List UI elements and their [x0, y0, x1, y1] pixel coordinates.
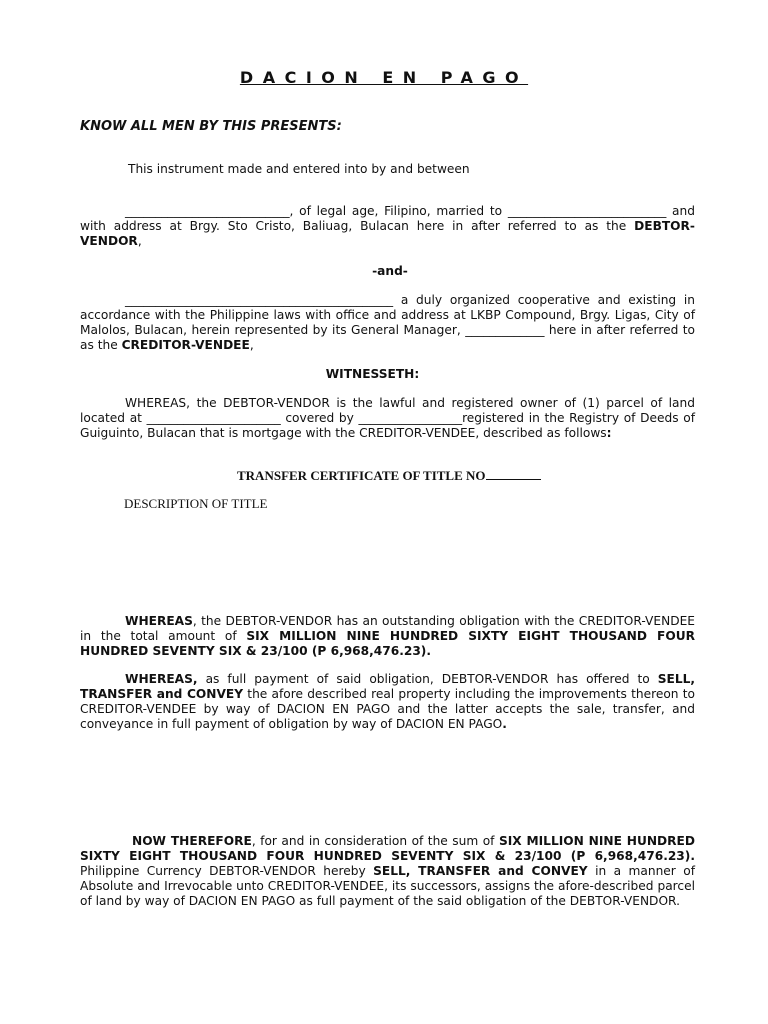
whereas2-amount: SIX MILLION NINE HUNDRED SIXTY EIGHT THOUSAND FOUR HUNDRED SEVENTY SIX & 23/100 (P 6,968,476.23).	[80, 629, 696, 658]
creditor-text-2: here in after referred to as the	[80, 323, 695, 352]
whereas-payment-paragraph	[80, 672, 695, 732]
debtor-role: DEBTOR-VENDOR	[80, 219, 695, 248]
now-therefore-amount: SIX MILLION NINE HUNDRED SIXTY EIGHT THOUSAND FOUR HUNDRED SEVENTY SIX & 23/100 (P 6,968,476.23).	[80, 834, 696, 863]
whereas3-text-1: as full payment of said obligation, DEBTOR-VENDOR has offered to	[197, 672, 658, 686]
description-of-title-label: DESCRIPTION OF TITLE	[124, 496, 268, 511]
tct-number-blank	[486, 468, 541, 480]
document-title: DACION EN PAGO	[239, 68, 529, 87]
location-blank: ______________________	[146, 411, 281, 425]
creditor-role: CREDITOR-VENDEE	[121, 338, 250, 352]
now-therefore-text-1: , for and in consideration of the sum of	[251, 834, 499, 848]
whereas3-end: .	[502, 717, 507, 731]
whereas2-text: , the DEBTOR-VENDOR has an outstanding obligation with the CREDITOR-VENDEE in the total amount of	[80, 614, 695, 643]
intro-line: This instrument made and entered into by and between	[128, 162, 470, 176]
spouse-name-blank: __________________________	[507, 204, 667, 218]
general-manager-blank: _____________	[465, 323, 545, 337]
whereas1-end: :	[606, 426, 612, 440]
creditor-paragraph	[80, 293, 695, 353]
tct-label: TRANSFER CERTIFICATE OF TITLE NO	[237, 468, 486, 483]
now-therefore-paragraph	[80, 834, 695, 909]
whereas-obligation-paragraph	[80, 614, 695, 659]
debtor-text-2: and with address at Brgy. Sto Cristo, Baliuag, Bulacan here in after referred to as the	[80, 204, 695, 233]
debtor-end: ,	[137, 234, 142, 248]
and-separator: -and-	[372, 264, 408, 278]
debtor-paragraph	[80, 204, 695, 249]
creditor-end: ,	[249, 338, 254, 352]
whereas1-text-3: registered in the Registry of Deeds of Guiguinto, Bulacan that is mortgage with the CREDITOR-VENDEE, described as follows	[80, 411, 695, 440]
whereas-ownership-paragraph	[80, 396, 695, 441]
now-therefore-text-3: in a manner of Absolute and Irrevocable unto CREDITOR-VENDEE, its successors, assigns the afore-described parcel of land by way of DACION EN PAGO as full payment of the said obligation of the DEBTOR-VENDOR.	[80, 864, 695, 908]
witnesseth-heading: WITNESSETH:	[325, 367, 420, 381]
tct-heading	[237, 468, 541, 483]
cooperative-name-blank: ____________________________________________	[125, 293, 394, 307]
whereas1-text-1: WHEREAS, the DEBTOR-VENDOR is the lawful and registered owner of (1) parcel of land located at	[80, 396, 695, 425]
now-therefore-action: SELL, TRANSFER and CONVEY	[373, 864, 588, 878]
whereas1-text-2: covered by	[280, 411, 359, 425]
now-therefore-text-2: Philippine Currency DEBTOR-VENDOR hereby	[80, 864, 374, 878]
whereas3-action: SELL, TRANSFER and CONVEY	[80, 672, 695, 701]
title-number-blank: _________________	[358, 411, 463, 425]
know-all-men-heading: KNOW ALL MEN BY THIS PRESENTS:	[80, 119, 342, 134]
now-therefore-lead: NOW THEREFORE	[132, 834, 252, 848]
whereas2-lead: WHEREAS	[125, 614, 193, 628]
creditor-text-1: a duly organized cooperative and existing in accordance with the Philippine laws with office and address at LKBP Compound, Brgy. Ligas, City of Malolos, Bulacan, herein represented by its General Manager,	[80, 293, 695, 337]
whereas3-text-2: the afore described real property including the improvements thereon to CREDITOR-VENDEE by way of DACION EN PAGO and the latter accepts the sale, transfer, and conveyance in full payment of obligation by way of DACION EN PAGO	[80, 687, 695, 731]
debtor-text-1: , of legal age, Filipino, married to	[289, 204, 508, 218]
debtor-name-blank: ___________________________	[125, 204, 290, 218]
whereas3-lead: WHEREAS,	[125, 672, 198, 686]
